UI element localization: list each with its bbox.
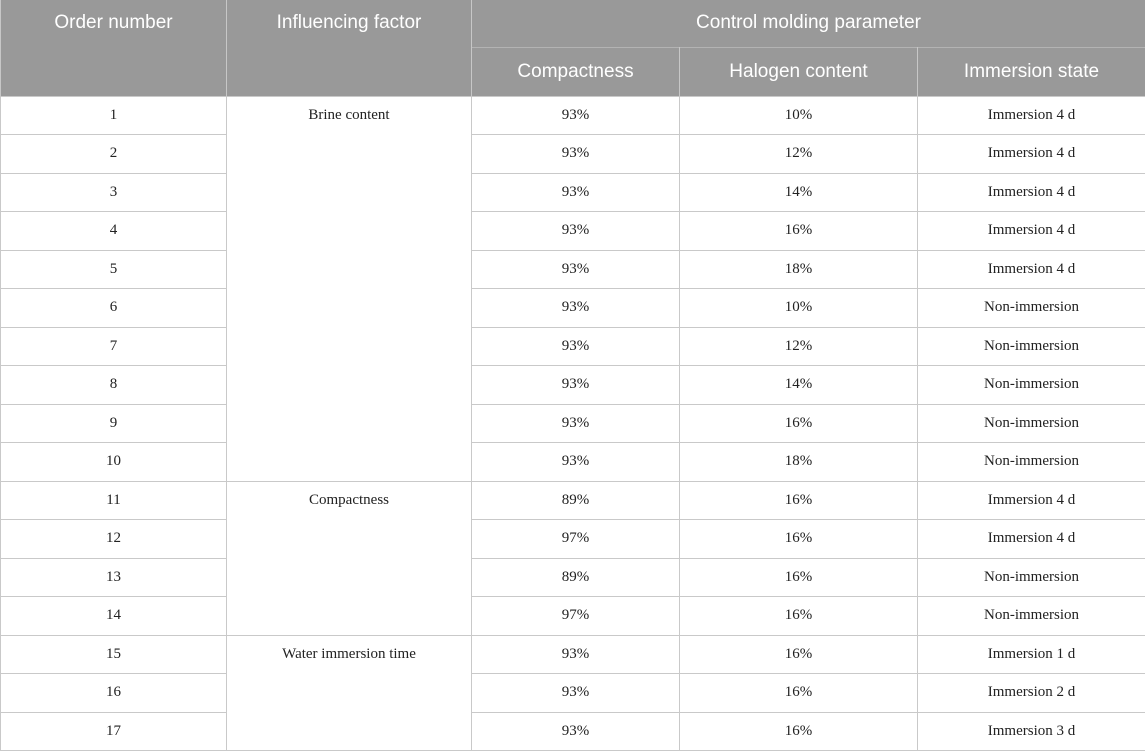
halogen-content-cell: 12%: [680, 327, 918, 366]
order-number-cell: 2: [1, 135, 227, 174]
compactness-cell: 89%: [472, 481, 680, 520]
table-row: [1, 712, 1145, 751]
immersion-state-cell: Immersion 1 d: [918, 635, 1145, 674]
header-row: [1, 0, 1145, 47]
compactness-cell: 93%: [472, 173, 680, 212]
halogen-content-cell: 16%: [680, 481, 918, 520]
order-number-cell: 15: [1, 635, 227, 674]
compactness-cell: 93%: [472, 135, 680, 174]
header-influencing-factor: Influencing factor: [227, 0, 472, 96]
compactness-cell: 93%: [472, 289, 680, 328]
compactness-cell: 93%: [472, 212, 680, 251]
halogen-content-cell: 18%: [680, 250, 918, 289]
table-header: [1, 0, 1145, 96]
table-row: [1, 173, 1145, 212]
order-number-cell: 5: [1, 250, 227, 289]
halogen-content-cell: 16%: [680, 712, 918, 751]
halogen-content-cell: 16%: [680, 558, 918, 597]
halogen-content-cell: 10%: [680, 96, 918, 135]
header-compactness: Compactness: [472, 47, 680, 96]
order-number-cell: 11: [1, 481, 227, 520]
compactness-cell: 93%: [472, 250, 680, 289]
table-row: [1, 135, 1145, 174]
order-number-cell: 16: [1, 674, 227, 713]
compactness-cell: 93%: [472, 96, 680, 135]
immersion-state-cell: Non-immersion: [918, 443, 1145, 482]
compactness-cell: 97%: [472, 597, 680, 636]
immersion-state-cell: Non-immersion: [918, 597, 1145, 636]
halogen-content-cell: 12%: [680, 135, 918, 174]
immersion-state-cell: Immersion 4 d: [918, 250, 1145, 289]
header-halogen-content: Halogen content: [680, 47, 918, 96]
table-row: [1, 443, 1145, 482]
influencing-factor-cell: Compactness: [227, 481, 472, 635]
order-number-cell: 12: [1, 520, 227, 559]
immersion-state-cell: Immersion 4 d: [918, 212, 1145, 251]
order-number-cell: 1: [1, 96, 227, 135]
order-number-cell: 3: [1, 173, 227, 212]
immersion-state-cell: Non-immersion: [918, 366, 1145, 405]
immersion-state-cell: Immersion 4 d: [918, 173, 1145, 212]
immersion-state-cell: Immersion 2 d: [918, 674, 1145, 713]
compactness-cell: 89%: [472, 558, 680, 597]
table-row: [1, 404, 1145, 443]
table-row: [1, 212, 1145, 251]
table-row: [1, 481, 1145, 520]
compactness-cell: 93%: [472, 674, 680, 713]
compactness-cell: 93%: [472, 712, 680, 751]
table-row: [1, 635, 1145, 674]
compactness-cell: 97%: [472, 520, 680, 559]
compactness-cell: 93%: [472, 404, 680, 443]
influencing-factor-cell: Brine content: [227, 96, 472, 481]
immersion-state-cell: Non-immersion: [918, 404, 1145, 443]
table-row: [1, 520, 1145, 559]
header-order-number: Order number: [1, 0, 227, 96]
order-number-cell: 17: [1, 712, 227, 751]
order-number-cell: 7: [1, 327, 227, 366]
order-number-cell: 9: [1, 404, 227, 443]
table-row: [1, 366, 1145, 405]
immersion-state-cell: Immersion 3 d: [918, 712, 1145, 751]
table-body: [1, 96, 1145, 751]
order-number-cell: 14: [1, 597, 227, 636]
table-row: [1, 289, 1145, 328]
halogen-content-cell: 16%: [680, 635, 918, 674]
order-number-cell: 10: [1, 443, 227, 482]
compactness-cell: 93%: [472, 366, 680, 405]
compactness-cell: 93%: [472, 327, 680, 366]
order-number-cell: 8: [1, 366, 227, 405]
halogen-content-cell: 16%: [680, 597, 918, 636]
compactness-cell: 93%: [472, 635, 680, 674]
influencing-factor-cell: Water immersion time: [227, 635, 472, 751]
halogen-content-cell: 16%: [680, 212, 918, 251]
table-row: [1, 558, 1145, 597]
header-immersion-state: Immersion state: [918, 47, 1145, 96]
order-number-cell: 6: [1, 289, 227, 328]
immersion-state-cell: Immersion 4 d: [918, 135, 1145, 174]
table-row: [1, 597, 1145, 636]
halogen-content-cell: 18%: [680, 443, 918, 482]
header-control-molding-parameter: Control molding parameter: [472, 0, 1145, 47]
immersion-state-cell: Non-immersion: [918, 558, 1145, 597]
table-row: [1, 96, 1145, 135]
order-number-cell: 4: [1, 212, 227, 251]
immersion-state-cell: Immersion 4 d: [918, 96, 1145, 135]
compactness-cell: 93%: [472, 443, 680, 482]
immersion-state-cell: Immersion 4 d: [918, 520, 1145, 559]
halogen-content-cell: 10%: [680, 289, 918, 328]
immersion-state-cell: Non-immersion: [918, 327, 1145, 366]
order-number-cell: 13: [1, 558, 227, 597]
table-row: [1, 250, 1145, 289]
halogen-content-cell: 16%: [680, 674, 918, 713]
immersion-state-cell: Immersion 4 d: [918, 481, 1145, 520]
halogen-content-cell: 16%: [680, 404, 918, 443]
halogen-content-cell: 16%: [680, 520, 918, 559]
table-row: [1, 327, 1145, 366]
table-row: [1, 674, 1145, 713]
halogen-content-cell: 14%: [680, 366, 918, 405]
immersion-state-cell: Non-immersion: [918, 289, 1145, 328]
halogen-content-cell: 14%: [680, 173, 918, 212]
